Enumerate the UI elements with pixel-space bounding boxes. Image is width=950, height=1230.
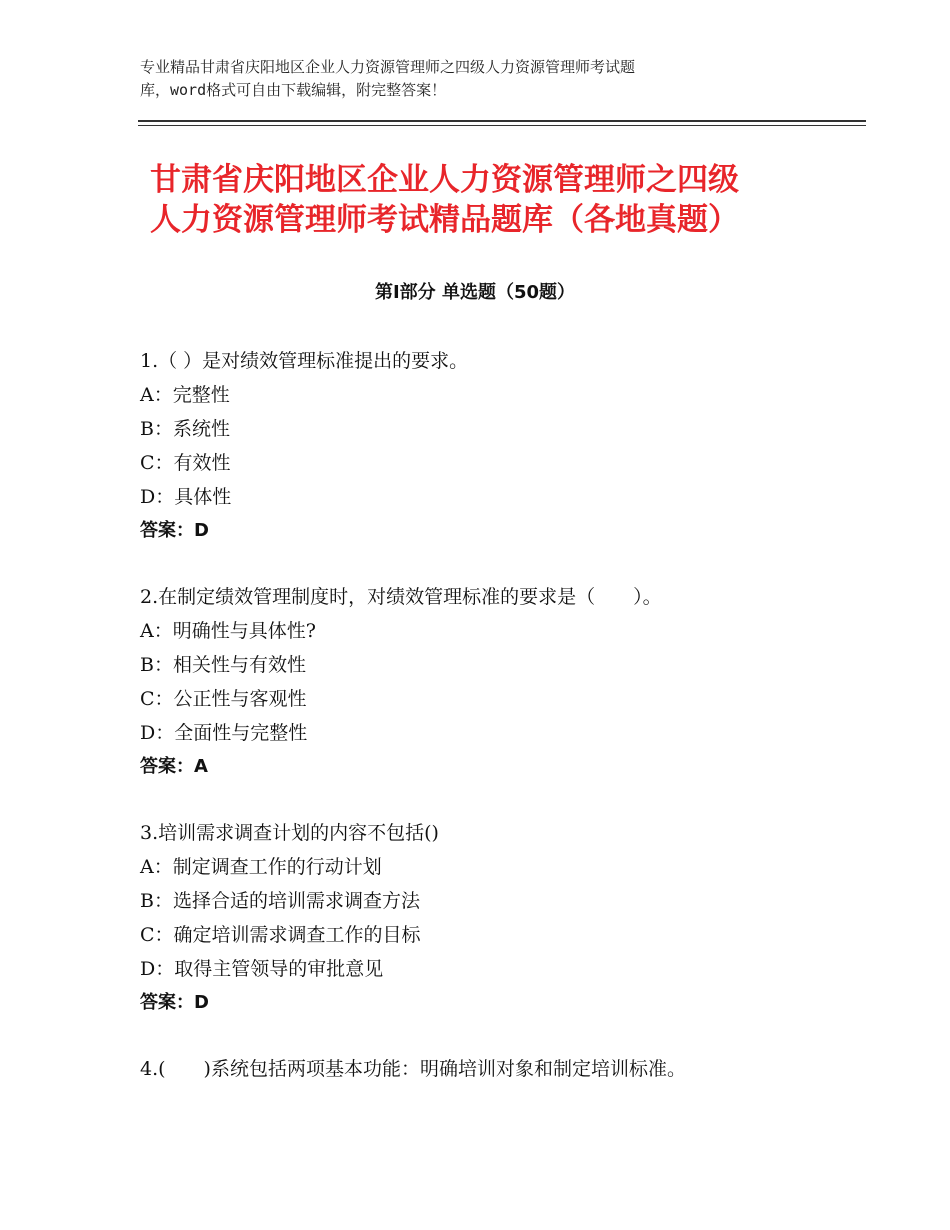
- question-list: [140, 344, 860, 1118]
- option-c: C：确定培训需求调查工作的目标: [140, 924, 421, 946]
- question-2: [140, 580, 860, 784]
- question-stem: 2.在制定绩效管理制度时，对绩效管理标准的要求是（ ）。: [140, 586, 662, 608]
- answer-line: 答案：A: [140, 756, 208, 777]
- answer-line: 答案：D: [140, 520, 209, 541]
- document-title-line-1: 甘肃省庆阳地区企业人力资源管理师之四级: [150, 162, 739, 198]
- question-4: [140, 1052, 860, 1086]
- option-a: A：制定调查工作的行动计划: [140, 856, 382, 878]
- option-d: D：全面性与完整性: [140, 722, 308, 744]
- answer-line: 答案：D: [140, 992, 209, 1013]
- question-3: [140, 816, 860, 1020]
- header-note-line-2: 库，word格式可自由下载编辑，附完整答案！: [140, 81, 447, 99]
- option-b: B：系统性: [140, 418, 230, 440]
- header-divider-thin: [138, 125, 866, 126]
- question-stem: 4.( )系统包括两项基本功能：明确培训对象和制定培训标准。: [140, 1058, 686, 1080]
- option-b: B：选择合适的培训需求调查方法: [140, 890, 420, 912]
- option-c: C：公正性与客观性: [140, 688, 307, 710]
- question-stem: 3.培训需求调查计划的内容不包括(): [140, 822, 439, 844]
- section-title: 第Ⅰ部分 单选题（50题）: [374, 282, 575, 303]
- header-note-line-1: 专业精品甘肃省庆阳地区企业人力资源管理师之四级人力资源管理师考试题: [140, 58, 636, 76]
- option-b: B：相关性与有效性: [140, 654, 306, 676]
- header-divider-thick: [138, 120, 866, 122]
- document-header-note: [140, 56, 780, 102]
- document-title: [150, 160, 840, 240]
- option-a: A：明确性与具体性?: [140, 620, 316, 642]
- question-1: [140, 344, 860, 548]
- option-c: C：有效性: [140, 452, 231, 474]
- document-title-line-2: 人力资源管理师考试精品题库（各地真题）: [150, 202, 739, 238]
- option-a: A：完整性: [140, 384, 230, 406]
- option-d: D：取得主管领导的审批意见: [140, 958, 384, 980]
- option-d: D：具体性: [140, 486, 232, 508]
- question-stem: 1.（ ）是对绩效管理标准提出的要求。: [140, 350, 469, 372]
